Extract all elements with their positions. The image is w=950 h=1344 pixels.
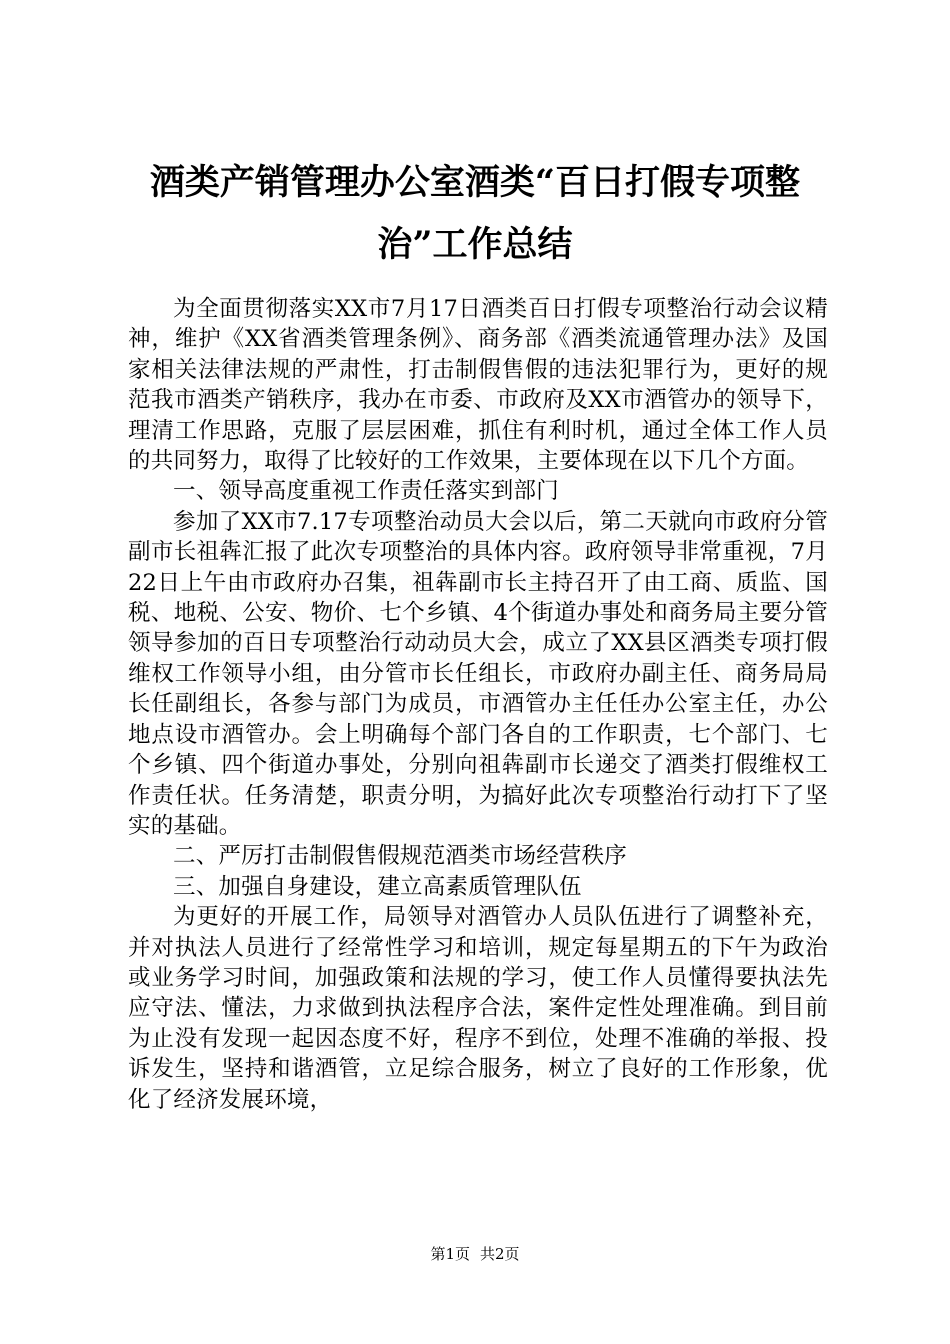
page-total-label: 共2页	[480, 1245, 520, 1263]
page-number-footer	[0, 1244, 950, 1264]
section-heading-1: 一、领导高度重视工作责任落实到部门	[173, 478, 559, 505]
section-heading-3: 三、加强自身建设，建立高素质管理队伍	[173, 873, 582, 900]
page-current-label: 第1页	[430, 1245, 470, 1263]
document-body	[128, 294, 828, 1115]
section-3-paragraph: 为更好的开展工作，局领导对酒管办人员队伍进行了调整补充，并对执法人员进行了经常性学习和培训，规定每星期五的下午为政治或业务学习时间，加强政策和法规的学习，使工作人员懂得要执法先应守法、懂法，力求做到执法程序合法，案件定性处理准确。到目前为止没有发现一起因态度不好，程序不到位，处理不准确的举报、投诉发生，坚持和谐酒管，立足综合服务，树立了良好的工作形象，优化了经济发展环境，	[128, 904, 828, 1113]
document-title-line-2: 治”工作总结	[377, 224, 573, 265]
intro-paragraph: 为全面贯彻落实XX市7月17日酒类百日打假专项整治行动会议精神，维护《XX省酒类管理条例》、商务部《酒类流通管理办法》及国家相关法律法规的严肃性，打击制假售假的违法犯罪行为，更好的规范我市酒类产销秩序，我办在市委、市政府及XX市酒管办的领导下，理清工作思路，克服了层层困难，抓住有利时机，通过全体工作人员的共同努力，取得了比较好的工作效果，主要体现在以下几个方面。	[128, 296, 828, 475]
section-heading-2: 二、严厉打击制假售假规范酒类市场经营秩序	[173, 843, 628, 870]
section-1-paragraph: 参加了XX市7.17专项整治动员大会以后，第二天就向市政府分管副市长祖犇汇报了此次专项整治的具体内容。政府领导非常重视，7月22日上午由市政府办召集，祖犇副市长主持召开了由工商、质监、国税、地税、公安、物价、七个乡镇、4个街道办事处和商务局主要分管领导参加的百日专项整治行动动员大会，成立了XX县区酒类专项打假维权工作领导小组，由分管市长任组长，市政府办副主任、商务局局长任副组长，各参与部门为成员，市酒管办主任任办公室主任，办公地点设市酒管办。会上明确每个部门各自的工作职责，七个部门、七个乡镇、四个街道办事处，分别向祖犇副市长递交了酒类打假维权工作责任状。任务清楚，职责分明，为搞好此次专项整治行动打下了坚实的基础。	[128, 508, 828, 839]
document-title-line-1: 酒类产销管理办公室酒类“百日打假专项整	[149, 162, 801, 203]
